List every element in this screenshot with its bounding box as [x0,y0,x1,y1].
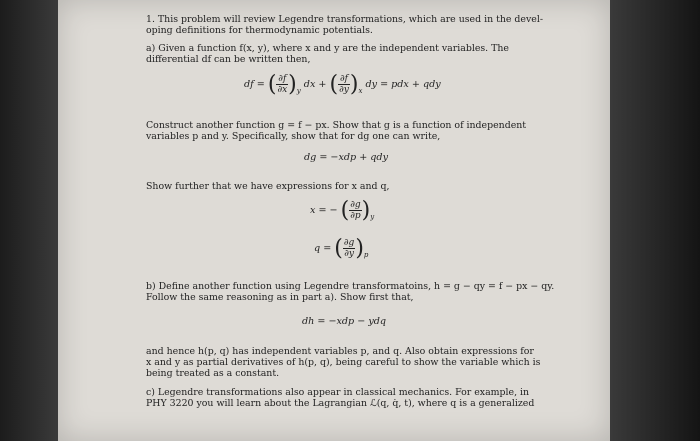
eq-x-den: ∂p [350,211,361,221]
show-further-line: Show further that we have expressions for x and q, [146,181,390,192]
eq-q-num: ∂g [343,238,355,248]
eq-df-mid: dx + [303,79,327,90]
part-a-intro-2: differential df can be written then, [146,54,311,65]
equation-q: q = ( $\frac{\partial g}{\partial y}$ )$_p$ [314,236,369,261]
equation-x: x = − ( $\frac{\partial g}{\partial p}$ )$_y$ [310,198,375,223]
eq-df-den1: ∂x [277,85,288,95]
equation-dg: dg = −xdp + qdy [304,152,388,163]
eq-df-rhs: dy = pdx + qdy [365,79,441,90]
eq-q-den: ∂y [344,249,354,259]
eq-df-num1: ∂f [278,74,287,84]
eq-df-lhs: df = [244,79,265,90]
eq-q-lhs: q = [314,243,332,254]
right-background [610,0,700,441]
eq-x-num: ∂g [350,200,361,210]
document-page [58,0,610,441]
problem-line-2: oping definitions for thermodynamic potentials. [146,25,373,36]
eq-df-den2: ∂y [339,85,349,95]
part-c-line-1: c) Legendre transformations also appear in classical mechanics. For example, in [146,387,530,398]
part-c-line-2: PHY 3220 you will learn about the Lagrangian ℒ(q, q̇, t), where q is a generalized [146,398,535,409]
left-background [0,0,58,441]
eq-df-sub2: x [358,87,363,95]
equation-dh: dh = −xdp − ydq [302,316,387,327]
construct-line-1: Construct another function g = f − px. Show that g is a function of independent [146,120,527,131]
equation-df: df = ( $\frac{\partial f}{\partial x}$ )$_y$ dx + ( $\frac{\partial f}{\partial y}$ )$_x$ dy = pdx + qdy [244,72,441,97]
part-b-line-1: b) Define another function using Legendre transformatoins, h = g − qy = f − px − qy. [146,281,555,292]
eq-df-num2: ∂f [339,74,348,84]
part-a-intro-1: a) Given a function f(x, y), where x and y are the independent variables. The [146,43,509,54]
part-b-line-5: being treated as a constant. [146,368,280,379]
part-b-line-4: x and y as partial derivatives of h(p, q), being careful to show the variable which is [146,357,541,368]
eq-q-sub: p [363,251,369,259]
eq-x-sub: y [370,213,375,221]
eq-df-sub1: y [296,87,301,95]
problem-line-1: 1. This problem will review Legendre transformations, which are used in the devel- [146,14,543,25]
construct-line-2: variables p and y. Specifically, show that for dg one can write, [146,131,441,142]
part-b-line-3: and hence h(p, q) has independent variables p, and q. Also obtain expressions for [146,346,534,357]
eq-x-lhs: x = − [310,205,338,216]
part-b-line-2: Follow the same reasoning as in part a). Show first that, [146,292,414,303]
